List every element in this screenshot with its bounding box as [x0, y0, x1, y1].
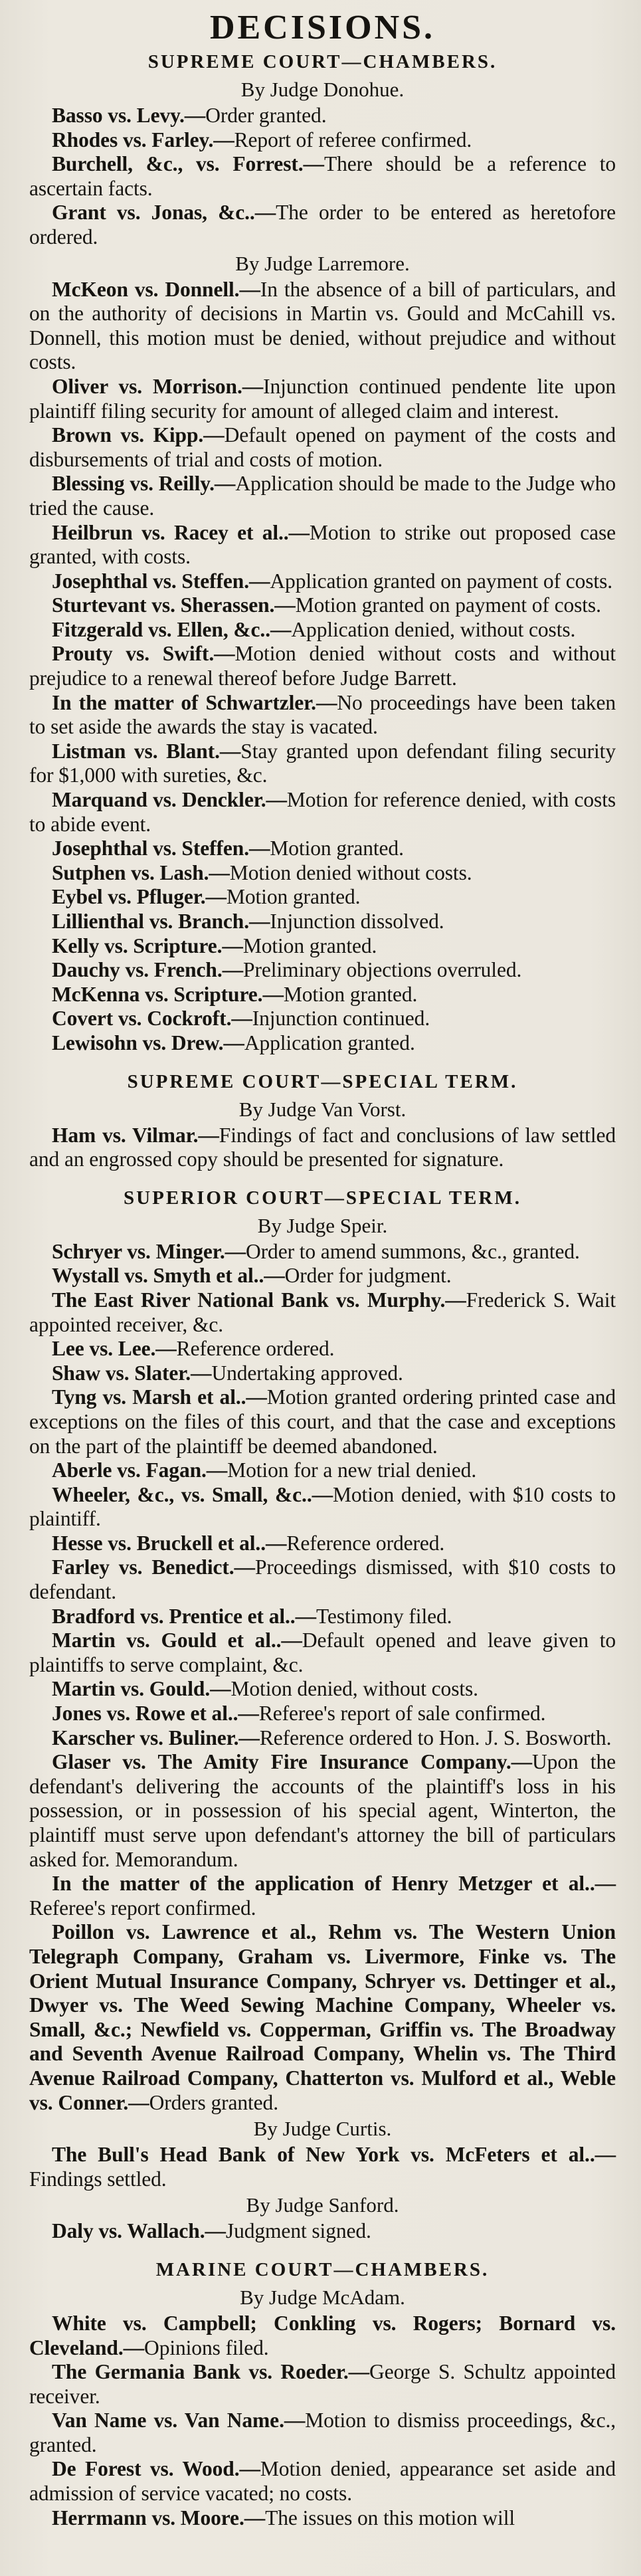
case-separator: .—: [249, 201, 276, 225]
ruling-text: Application should be made to the Judge who tried the cause.: [29, 472, 616, 520]
ruling-text: Undertaking approved.: [211, 1361, 403, 1385]
case-name: Prouty vs. Swift: [52, 642, 209, 666]
ruling-text: Upon the defendant's delivering the accounts of the plaintiff's loss in his possession, or in possession of his special agent, Winterton, the plaintiff must serve upon defendant's attorney the bill of particulars asked for. Memorandum.: [29, 1750, 616, 1871]
case-name: Wystall vs. Smyth et al.: [52, 1264, 259, 1288]
ruling-text: Motion granted on payment of costs.: [295, 593, 601, 617]
case-name: The Germania Bank vs. Roeder: [52, 2360, 343, 2384]
ruling-text: Motion granted ordering printed case and exceptions on the files of this court, and that the case and exceptions on the part of the plaintiff be deemed abandoned.: [29, 1385, 616, 1458]
ruling-text: Motion for reference denied, with costs to abide event.: [29, 788, 616, 836]
ruling-text: Order for judgment.: [284, 1264, 452, 1288]
decision-entry: [29, 861, 616, 886]
decision-entry: [29, 521, 616, 569]
ruling-text: Report of referee confirmed.: [234, 128, 472, 151]
ruling-text: Reference ordered to Hon. J. S. Bosworth.: [259, 1726, 612, 1749]
ruling-text: Findings of fact and conclusions of law settled and an engrossed copy should be presented for signature.: [29, 1123, 616, 1171]
ruling-text: Order granted.: [205, 104, 327, 127]
case-separator: .—: [265, 617, 292, 641]
ruling-text: In the absence of a bill of particulars, and on the authority of decisions in Martin vs. Gould and McCahill vs. Donnell, this motion must be denied, without prejudice and without costs.: [29, 277, 616, 374]
ruling-text: Orders granted.: [149, 2090, 278, 2114]
decision-entry: [29, 642, 616, 690]
case-name: Rhodes vs. Farley: [52, 128, 209, 151]
case-name: Martin vs. Gould: [52, 1677, 205, 1701]
ruling-text: Injunction dissolved.: [270, 910, 444, 933]
case-separator: .—: [205, 1677, 231, 1701]
decision-entry: [29, 104, 616, 128]
case-separator: .—: [440, 1288, 466, 1312]
case-name: Bradford vs. Prentice et al.: [52, 1604, 290, 1628]
decision-entry: [29, 152, 616, 201]
case-name: Lewisohn vs. Drew: [52, 1031, 219, 1054]
decision-entry: [29, 958, 616, 983]
decision-entry: [29, 1337, 616, 1361]
case-name: Van Name vs. Van Name: [52, 2409, 280, 2432]
ruling-text: Motion denied, without costs.: [230, 1677, 478, 1701]
decision-entry: [29, 1555, 616, 1604]
ruling-text: George S. Schultz appointed receiver.: [29, 2360, 616, 2408]
case-separator: .—: [198, 423, 225, 447]
case-separator: .—: [179, 104, 206, 127]
decision-entry: [29, 885, 616, 910]
decision-entry: [29, 2312, 616, 2360]
ruling-text: Motion to dismiss proceedings, &c., granted.: [29, 2409, 616, 2456]
ruling-text: Referee's report of sale confirmed.: [258, 1702, 546, 1726]
decisions-list: [29, 49, 616, 2530]
case-separator: .—: [150, 1337, 177, 1361]
case-separator: .—: [200, 885, 227, 909]
ruling-text: Testimony filed.: [316, 1604, 452, 1628]
case-separator: .—: [290, 1604, 316, 1628]
ruling-text: Application granted on payment of costs.: [270, 569, 613, 593]
case-name: Sutphen vs. Lash: [52, 860, 204, 884]
case-separator: .—: [218, 1031, 244, 1054]
decision-entry: [29, 1629, 616, 1677]
case-name: White vs. Campbell; Conkling vs. Rogers; Bornard vs. Cleveland: [29, 2311, 616, 2359]
decision-entry: [29, 423, 616, 472]
case-separator: .—: [233, 1726, 260, 1749]
ruling-text: Motion for a new trial denied.: [227, 1458, 477, 1482]
case-name: Ham vs. Vilmar: [52, 1123, 193, 1147]
case-separator: .—: [229, 1555, 255, 1579]
decision-entry: [29, 983, 616, 1007]
decision-entry: [29, 472, 616, 520]
case-name: Sturtevant vs. Sherassen: [52, 593, 270, 617]
decision-entry: [29, 2409, 616, 2457]
case-separator: .—: [244, 569, 270, 593]
case-separator: .—: [234, 2457, 260, 2481]
decision-entry: [29, 1385, 616, 1458]
ruling-text: Order to amend summons, &c., granted.: [246, 1239, 580, 1263]
ruling-text: Motion denied, appearance set aside and admission of service vacated; no costs.: [29, 2457, 616, 2506]
judge-heading: By Judge Van Vorst.: [238, 1097, 407, 1121]
case-name: Poillon vs. Lawrence et al., Rehm vs. The Western Union Telegraph Company, Graham vs. Livermore, Finke vs. The Orient Mutual Insurance Company, Schryer vs. Dettinger et al., Dwyer vs. The Weed Sewing Machine Company, Wheeler vs. Small, &c.; Newfield vs. Copperman, Griffin vs. The Broadway and Seventh Avenue Railroad Company, Whelin vs. The Third Avenue Railroad Company, Chatterton vs. Mulford et al., Weble vs. Conner: [29, 1920, 616, 2114]
ruling-text: Findings settled.: [29, 2167, 167, 2191]
case-separator: .—: [276, 1629, 302, 1652]
decision-entry: [29, 278, 616, 375]
ruling-text: Referee's report confirmed.: [29, 1896, 256, 1920]
ruling-text: Default opened and leave given to plaintiffs to serve complaint, &c.: [29, 1629, 616, 1676]
ruling-text: Motion granted.: [270, 837, 404, 860]
case-name: The Bull's Head Bank of New York vs. McFeters et al.: [52, 2143, 590, 2167]
case-separator: .—: [306, 1482, 333, 1506]
case-name: Jones vs. Rowe et al.: [52, 1702, 233, 1726]
judge-heading: By Judge Larremore.: [235, 251, 410, 275]
case-name: Hesse vs. Bruckell et al.: [52, 1531, 261, 1555]
decision-entry: [29, 740, 616, 788]
decision-entry: [29, 2219, 616, 2244]
ruling-text: Motion granted.: [283, 982, 418, 1006]
case-separator: .—: [238, 2506, 266, 2529]
decision-entry: [29, 1872, 616, 1920]
judge-heading: By Judge Curtis.: [253, 2117, 392, 2141]
judge-heading: By Judge McAdam.: [240, 2285, 405, 2309]
case-name: Glaser vs. The Amity Fire Insurance Company: [52, 1750, 506, 1774]
decision-entry: [29, 910, 616, 934]
decision-entry: [29, 837, 616, 861]
ruling-text: Motion denied without costs.: [229, 860, 472, 884]
case-separator: .—: [260, 788, 287, 812]
ruling-text: Motion granted.: [226, 885, 361, 909]
ruling-text: The order to be entered as heretofore ordered.: [29, 201, 616, 248]
case-separator: .—: [208, 128, 234, 151]
case-name: Lee vs. Lee: [52, 1337, 151, 1361]
case-separator: .—: [240, 1385, 267, 1409]
decision-entry: [29, 593, 616, 618]
case-separator: .—: [589, 1872, 616, 1896]
decision-entry: [29, 1483, 616, 1532]
case-name: McKeon vs. Donnell: [52, 277, 234, 301]
ruling-text: Frederick S. Wait appointed receiver, &c.: [29, 1288, 616, 1336]
ruling-text: Injunction continued pendente lite upon plaintiff filing security for amount of alleged claim and interest.: [29, 374, 616, 423]
ruling-text: Stay granted upon defendant filing security for $1,000 with sureties, &c.: [29, 739, 616, 787]
judge-heading: By Judge Donohue.: [240, 78, 405, 101]
case-separator: .—: [244, 910, 270, 933]
case-name: Marquand vs. Denckler: [52, 788, 261, 812]
case-name: Dauchy vs. French: [52, 958, 217, 982]
case-separator: .—: [118, 2335, 145, 2359]
case-name: Brown vs. Kipp: [52, 423, 199, 447]
case-name: Schryer vs. Minger: [52, 1239, 220, 1263]
case-name: Grant vs. Jonas, &c.: [52, 201, 250, 225]
case-name: Josephthal vs. Steffen: [52, 837, 244, 860]
case-separator: .—: [258, 1264, 285, 1288]
page-title: DECISIONS.: [209, 9, 436, 47]
decision-entry: [29, 2143, 616, 2191]
decision-entry: [29, 1288, 616, 1337]
judge-heading: By Judge Speir.: [257, 1213, 388, 1237]
case-separator: .—: [219, 1239, 246, 1263]
case-separator: .—: [283, 520, 310, 544]
decision-entry: [29, 1920, 616, 2115]
case-separator: .—: [279, 2409, 306, 2432]
decision-entry: [29, 375, 616, 423]
case-name: Farley vs. Benedict: [52, 1555, 229, 1579]
case-name: Herrmann vs. Moore: [52, 2506, 239, 2529]
case-separator: .—: [193, 1123, 219, 1147]
case-separator: .—: [257, 982, 284, 1006]
ruling-text: Application granted.: [244, 1031, 415, 1054]
decision-entry: [29, 2506, 616, 2531]
case-separator: .—: [505, 1750, 533, 1774]
decision-entry: [29, 201, 616, 249]
case-name: McKenna vs. Scripture: [52, 982, 258, 1006]
ruling-text: Proceedings dismissed, with $10 costs to defendant.: [29, 1555, 616, 1604]
ruling-text: Reference ordered.: [286, 1531, 445, 1555]
judge-heading: By Judge Sanford.: [246, 2193, 399, 2217]
section-title: SUPREME COURT—SPECIAL TERM.: [127, 1070, 518, 1092]
decision-entry: [29, 2457, 616, 2506]
case-separator: .—: [236, 374, 264, 398]
ruling-text: Motion denied, with $10 costs to plaintiff.: [29, 1482, 616, 1531]
case-separator: .—: [232, 1702, 259, 1726]
decision-entry: [29, 1750, 616, 1872]
ruling-text: Injunction continued.: [252, 1007, 430, 1031]
case-separator: .—: [217, 934, 243, 957]
case-separator: .—: [260, 1531, 287, 1555]
decision-entry: [29, 934, 616, 959]
decision-entry: [29, 2360, 616, 2409]
decision-entry: [29, 128, 616, 153]
case-name: The East River National Bank vs. Murphy: [52, 1288, 440, 1312]
ruling-text: Default opened on payment of the costs and disbursements of trial and costs of motion.: [29, 423, 616, 471]
decision-entry: [29, 1007, 616, 1031]
case-name: Blessing vs. Reilly: [52, 472, 210, 496]
case-name: Kelly vs. Scripture: [52, 934, 217, 957]
case-name: Fitzgerald vs. Ellen, &c.: [52, 617, 266, 641]
case-separator: .—: [215, 739, 241, 763]
ruling-text: Motion granted.: [242, 934, 377, 957]
ruling-text: Application denied, without costs.: [291, 617, 576, 641]
section-title: SUPREME COURT—CHAMBERS.: [147, 51, 498, 72]
decision-entry: [29, 618, 616, 643]
case-separator: .—: [217, 958, 244, 982]
decision-entry: [29, 1702, 616, 1726]
case-separator: .—: [589, 2143, 616, 2167]
decision-entry: [29, 1532, 616, 1556]
case-name: Tyng vs. Marsh et al.: [52, 1385, 241, 1409]
decision-entry: [29, 1240, 616, 1264]
decision-entry: [29, 1605, 616, 1629]
case-name: Shaw vs. Slater: [52, 1361, 186, 1385]
case-separator: .—: [244, 837, 270, 860]
case-name: Oliver vs. Morrison: [52, 374, 237, 398]
ruling-text: Preliminary objections overruled.: [243, 958, 522, 982]
ruling-text: Motion denied without costs and without prejudice to a renewal thereof before Judge Barrett.: [29, 642, 616, 690]
ruling-text: Reference ordered.: [176, 1337, 335, 1361]
case-name: Josephthal vs. Steffen: [52, 569, 244, 593]
case-name: Heilbrun vs. Racey et al.: [52, 520, 284, 544]
ruling-text: Opinions filed.: [144, 2335, 269, 2359]
decision-entry: [29, 569, 616, 594]
ruling-text: Judgment signed.: [225, 2219, 371, 2243]
case-separator: .—: [343, 2360, 370, 2384]
case-name: Listman vs. Blant: [52, 739, 215, 763]
case-separator: .—: [201, 1458, 228, 1482]
decision-entry: [29, 1677, 616, 1702]
ruling-text: Motion to strike out proposed case granted, with costs.: [29, 520, 616, 569]
case-separator: .—: [209, 642, 235, 666]
case-name: Eybel vs. Pfluger: [52, 885, 201, 909]
case-name: Wheeler, &c., vs. Small, &c.: [52, 1482, 307, 1506]
case-separator: .—: [226, 1007, 252, 1031]
case-separator: .—: [234, 277, 260, 301]
case-name: In the matter of the application of Henry Metzger et al.: [52, 1872, 590, 1896]
case-name: In the matter of Schwartzler: [52, 690, 312, 714]
ruling-text: No proceedings have been taken to set aside the awards the stay is vacated.: [29, 690, 616, 739]
decision-entry: [29, 1361, 616, 1386]
decision-entry: [29, 1264, 616, 1288]
case-separator: .—: [298, 152, 324, 176]
case-name: Lillienthal vs. Branch: [52, 910, 244, 933]
case-separator: .—: [185, 1361, 212, 1385]
case-name: Basso vs. Levy: [52, 104, 180, 127]
decision-entry: [29, 1031, 616, 1056]
ruling-text: The issues on this motion will: [265, 2506, 515, 2529]
case-name: Martin vs. Gould et al.: [52, 1629, 276, 1652]
case-separator: .—: [199, 2219, 226, 2243]
case-name: Karscher vs. Buliner: [52, 1726, 234, 1749]
decision-entry: [29, 691, 616, 740]
decision-entry: [29, 1458, 616, 1483]
case-separator: .—: [209, 472, 236, 496]
case-name: Daly vs. Wallach: [52, 2219, 200, 2243]
case-separator: .—: [123, 2090, 149, 2114]
section-title: SUPERIOR COURT—SPECIAL TERM.: [124, 1187, 521, 1209]
case-name: Covert vs. Cockroft: [52, 1007, 227, 1031]
decision-entry: [29, 1124, 616, 1172]
case-name: Aberle vs. Fagan: [52, 1458, 202, 1482]
case-name: Burchell, &c., vs. Forrest: [52, 152, 298, 176]
case-separator: .—: [269, 593, 296, 617]
ruling-text: There should be a reference to ascertain facts.: [29, 152, 616, 200]
section-title: MARINE COURT—CHAMBERS.: [155, 2258, 490, 2280]
case-separator: .—: [311, 690, 337, 714]
decision-entry: [29, 788, 616, 837]
case-separator: .—: [203, 860, 230, 884]
decision-entry: [29, 1726, 616, 1751]
case-name: De Forest vs. Wood: [52, 2457, 234, 2481]
